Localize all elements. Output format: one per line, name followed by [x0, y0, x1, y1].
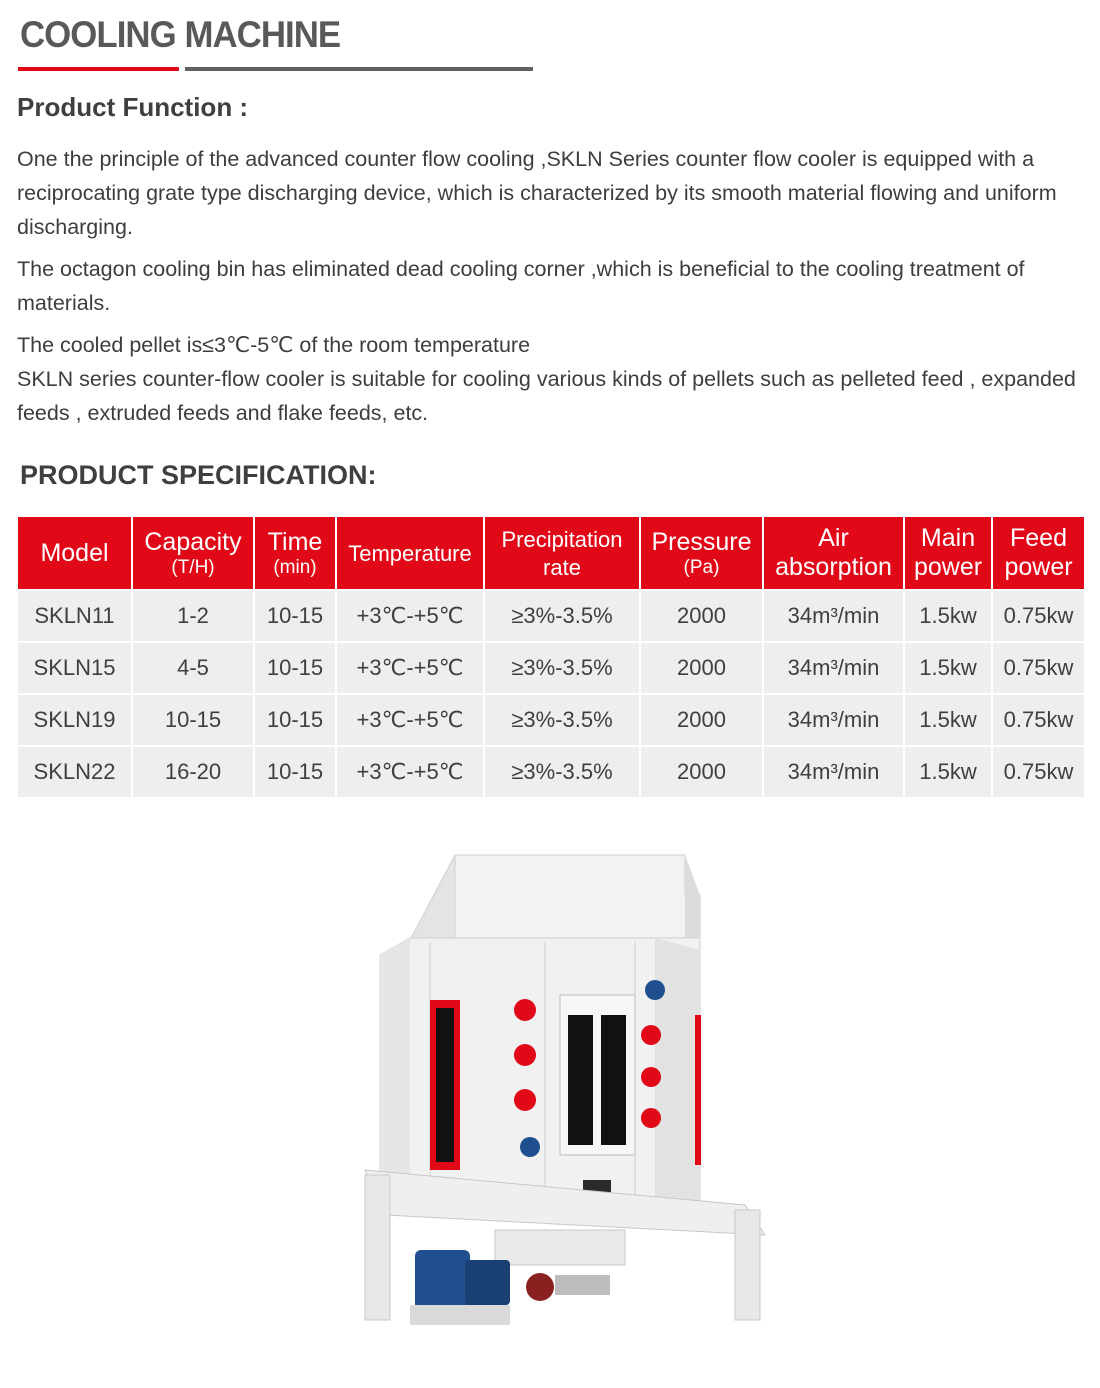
cell-main-power: 1.5kw [904, 642, 992, 694]
column-header-feed-power: Feed power [992, 516, 1085, 590]
cell-temperature: +3℃-+5℃ [336, 642, 484, 694]
cell-feed-power: 0.75kw [992, 642, 1085, 694]
column-header-capacity: Capacity (T/H) [132, 516, 254, 590]
cell-model: SKLN19 [17, 694, 132, 746]
cell-air: 34m³/min [763, 590, 904, 642]
title-underline [185, 67, 533, 71]
product-function-heading: Product Function : [17, 92, 249, 122]
function-paragraph: SKLN series counter-flow cooler is suitable for cooling various kinds of pellets such as pelleted feed , expanded feeds , extruded feeds and flake feeds, etc. [17, 367, 1076, 425]
page-title: COOLING MACHINE [20, 14, 341, 55]
column-header-precipitation: Precipitation rate [484, 516, 640, 590]
function-paragraph: The octagon cooling bin has eliminated dead cooling corner ,which is beneficial to the cooling treatment of materials. [17, 257, 1025, 315]
column-header-air: Air absorption [763, 516, 904, 590]
cell-pressure: 2000 [640, 694, 763, 746]
cell-feed-power: 0.75kw [992, 746, 1085, 798]
cell-capacity: 10-15 [132, 694, 254, 746]
function-paragraph: The cooled pellet is≤3℃-5℃ of the room temperature [17, 333, 531, 357]
cell-air: 34m³/min [763, 642, 904, 694]
cell-time: 10-15 [254, 590, 336, 642]
cell-precipitation: ≥3%-3.5% [484, 746, 640, 798]
table-row [17, 746, 1085, 798]
cell-main-power: 1.5kw [904, 694, 992, 746]
column-header-pressure: Pressure (Pa) [640, 516, 763, 590]
cell-capacity: 4-5 [132, 642, 254, 694]
cell-time: 10-15 [254, 694, 336, 746]
cell-main-power: 1.5kw [904, 746, 992, 798]
cell-model: SKLN11 [17, 590, 132, 642]
cell-pressure: 2000 [640, 590, 763, 642]
cell-air: 34m³/min [763, 746, 904, 798]
cell-pressure: 2000 [640, 746, 763, 798]
cell-feed-power: 0.75kw [992, 694, 1085, 746]
table-row [17, 694, 1085, 746]
cell-temperature: +3℃-+5℃ [336, 746, 484, 798]
cell-model: SKLN15 [17, 642, 132, 694]
column-header-temperature: Temperature [336, 516, 484, 590]
cooling-machine-image [355, 850, 775, 1370]
cell-time: 10-15 [254, 642, 336, 694]
spec-table [16, 515, 1086, 799]
spec-heading: PRODUCT SPECIFICATION: [20, 460, 377, 490]
table-row [17, 642, 1085, 694]
table-header-row [17, 516, 1085, 590]
function-paragraph: One the principle of the advanced counter flow cooling ,SKLN Series counter flow cooler is equipped with a reciprocating grate type discharging device, which is characterized by its smooth material flowing and uniform discharging. [17, 147, 1057, 239]
cell-precipitation: ≥3%-3.5% [484, 694, 640, 746]
cell-precipitation: ≥3%-3.5% [484, 642, 640, 694]
title-underline-accent [18, 67, 179, 71]
cell-capacity: 1-2 [132, 590, 254, 642]
cell-precipitation: ≥3%-3.5% [484, 590, 640, 642]
column-header-main-power: Main power [904, 516, 992, 590]
cell-feed-power: 0.75kw [992, 590, 1085, 642]
cell-time: 10-15 [254, 746, 336, 798]
column-header-time: Time (min) [254, 516, 336, 590]
cell-air: 34m³/min [763, 694, 904, 746]
cell-model: SKLN22 [17, 746, 132, 798]
cell-main-power: 1.5kw [904, 590, 992, 642]
column-header-model: Model [17, 516, 132, 590]
table-row [17, 590, 1085, 642]
cell-temperature: +3℃-+5℃ [336, 694, 484, 746]
cell-capacity: 16-20 [132, 746, 254, 798]
cell-pressure: 2000 [640, 642, 763, 694]
cell-temperature: +3℃-+5℃ [336, 590, 484, 642]
